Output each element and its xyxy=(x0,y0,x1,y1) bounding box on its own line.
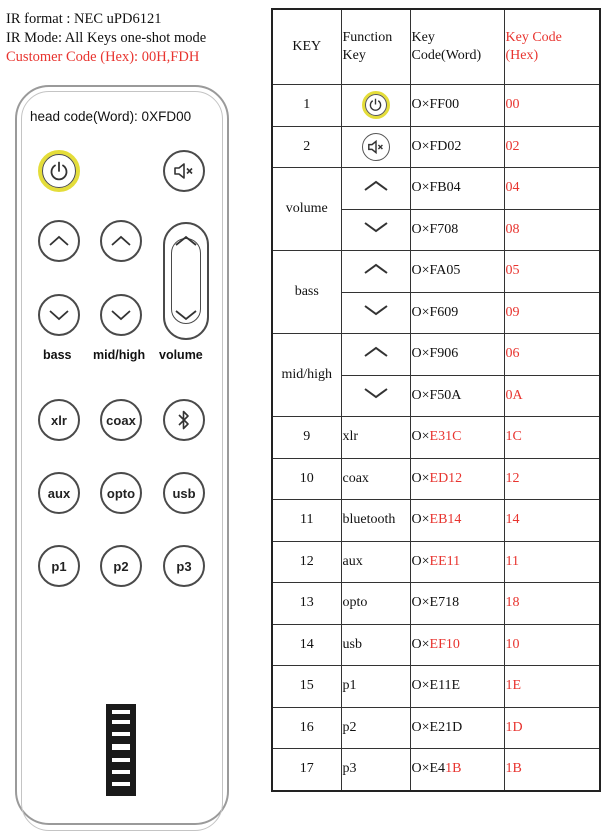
row-hex: 11 xyxy=(504,541,600,583)
row-function: p3 xyxy=(341,749,410,791)
row-word: O×E41B xyxy=(410,749,504,791)
ir-format-line: IR format : NEC uPD6121 xyxy=(6,11,162,27)
usb-button[interactable]: usb xyxy=(163,472,205,514)
row-function xyxy=(341,209,410,251)
p2-button[interactable]: p2 xyxy=(100,545,142,587)
row-key: 12 xyxy=(272,541,341,583)
header-hex: Key Code (Hex) xyxy=(504,9,600,85)
row-key: bass xyxy=(272,251,341,334)
table-row xyxy=(272,500,600,542)
power-icon xyxy=(362,91,390,119)
table-row xyxy=(272,707,600,749)
mute-button[interactable] xyxy=(163,150,205,192)
row-function: coax xyxy=(341,458,410,500)
row-function xyxy=(341,292,410,334)
row-hex: 10 xyxy=(504,624,600,666)
table-row xyxy=(272,749,600,791)
volume-rocker[interactable] xyxy=(163,222,209,340)
row-hex: 09 xyxy=(504,292,600,334)
volume-down-icon xyxy=(174,308,198,322)
table-row xyxy=(272,458,600,500)
row-hex: 05 xyxy=(504,251,600,293)
bluetooth-button[interactable] xyxy=(163,399,205,441)
row-function: aux xyxy=(341,541,410,583)
row-word: O×F609 xyxy=(410,292,504,334)
row-word: O×EF10 xyxy=(410,624,504,666)
row-hex: 1C xyxy=(504,417,600,459)
bluetooth-icon xyxy=(176,409,192,431)
volume-label: volume xyxy=(159,348,203,362)
row-function: xlr xyxy=(341,417,410,459)
table-row xyxy=(272,417,600,459)
row-key: 2 xyxy=(272,126,341,168)
header-function: Function Key xyxy=(341,9,410,85)
table-header-row xyxy=(272,9,600,85)
bass-label: bass xyxy=(43,348,72,362)
row-key: mid/high xyxy=(272,334,341,417)
row-word: O×E21D xyxy=(410,707,504,749)
row-function xyxy=(341,85,410,127)
row-word: O×FF00 xyxy=(410,85,504,127)
nubert-logo xyxy=(100,700,142,800)
chevron-up-icon xyxy=(363,346,389,358)
row-word: O×ED12 xyxy=(410,458,504,500)
power-icon xyxy=(48,160,70,182)
ir-mode-line: IR Mode: All Keys one-shot mode xyxy=(6,30,207,46)
row-hex: 08 xyxy=(504,209,600,251)
table-row xyxy=(272,168,600,210)
midhigh-down-button[interactable] xyxy=(100,294,142,336)
chevron-up-icon xyxy=(48,234,70,248)
key-code-table xyxy=(271,8,601,792)
row-function xyxy=(341,168,410,210)
row-hex: 18 xyxy=(504,583,600,625)
table-row xyxy=(272,85,600,127)
row-hex: 00 xyxy=(504,85,600,127)
row-hex: 06 xyxy=(504,334,600,376)
row-key: 14 xyxy=(272,624,341,666)
row-hex: 1D xyxy=(504,707,600,749)
head-code-label: head code(Word): 0XFD00 xyxy=(30,109,192,124)
p3-button[interactable]: p3 xyxy=(163,545,205,587)
row-key: 13 xyxy=(272,583,341,625)
table-row xyxy=(272,334,600,376)
row-word: O×EE11 xyxy=(410,541,504,583)
row-word: O×FD02 xyxy=(410,126,504,168)
mute-icon xyxy=(362,133,390,161)
row-hex: 0A xyxy=(504,375,600,417)
row-hex: 04 xyxy=(504,168,600,210)
row-hex: 02 xyxy=(504,126,600,168)
row-hex: 1E xyxy=(504,666,600,708)
mute-icon xyxy=(172,161,196,181)
chevron-up-icon xyxy=(363,180,389,192)
midhigh-up-button[interactable] xyxy=(100,220,142,262)
chevron-down-icon xyxy=(48,308,70,322)
row-hex: 1B xyxy=(504,749,600,791)
row-key: volume xyxy=(272,168,341,251)
row-word: O×E11E xyxy=(410,666,504,708)
row-key: 15 xyxy=(272,666,341,708)
chevron-down-icon xyxy=(363,387,389,399)
chevron-down-icon xyxy=(363,304,389,316)
table-row xyxy=(272,583,600,625)
p1-button[interactable]: p1 xyxy=(38,545,80,587)
customer-code-line: Customer Code (Hex): 00H,FDH xyxy=(6,49,200,65)
aux-button[interactable]: aux xyxy=(38,472,80,514)
bass-up-button[interactable] xyxy=(38,220,80,262)
row-function: opto xyxy=(341,583,410,625)
row-word: O×E31C xyxy=(410,417,504,459)
power-button[interactable] xyxy=(38,150,80,192)
volume-up-icon xyxy=(174,234,198,248)
row-hex: 14 xyxy=(504,500,600,542)
chevron-up-icon xyxy=(363,263,389,275)
row-key: 9 xyxy=(272,417,341,459)
row-word: O×F50A xyxy=(410,375,504,417)
row-function xyxy=(341,251,410,293)
table-row xyxy=(272,541,600,583)
row-hex: 12 xyxy=(504,458,600,500)
header-word: Key Code(Word) xyxy=(410,9,504,85)
row-key: 1 xyxy=(272,85,341,127)
row-function xyxy=(341,126,410,168)
chevron-down-icon xyxy=(110,308,132,322)
table-row xyxy=(272,251,600,293)
row-function xyxy=(341,334,410,376)
row-key: 17 xyxy=(272,749,341,791)
coax-button[interactable]: coax xyxy=(100,399,142,441)
row-word: O×EB14 xyxy=(410,500,504,542)
row-key: 10 xyxy=(272,458,341,500)
row-word: O×F708 xyxy=(410,209,504,251)
row-function: bluetooth xyxy=(341,500,410,542)
row-key: 16 xyxy=(272,707,341,749)
row-function: usb xyxy=(341,624,410,666)
bass-down-button[interactable] xyxy=(38,294,80,336)
chevron-up-icon xyxy=(110,234,132,248)
row-function: p2 xyxy=(341,707,410,749)
row-word: O×E718 xyxy=(410,583,504,625)
row-word: O×FA05 xyxy=(410,251,504,293)
table-row xyxy=(272,666,600,708)
header-key: KEY xyxy=(272,9,341,85)
opto-button[interactable]: opto xyxy=(100,472,142,514)
row-word: O×F906 xyxy=(410,334,504,376)
table-row xyxy=(272,624,600,666)
midhigh-label: mid/high xyxy=(93,348,146,362)
row-function: p1 xyxy=(341,666,410,708)
row-function xyxy=(341,375,410,417)
xlr-button[interactable]: xlr xyxy=(38,399,80,441)
table-row xyxy=(272,126,600,168)
row-key: 11 xyxy=(272,500,341,542)
row-word: O×FB04 xyxy=(410,168,504,210)
chevron-down-icon xyxy=(363,221,389,233)
